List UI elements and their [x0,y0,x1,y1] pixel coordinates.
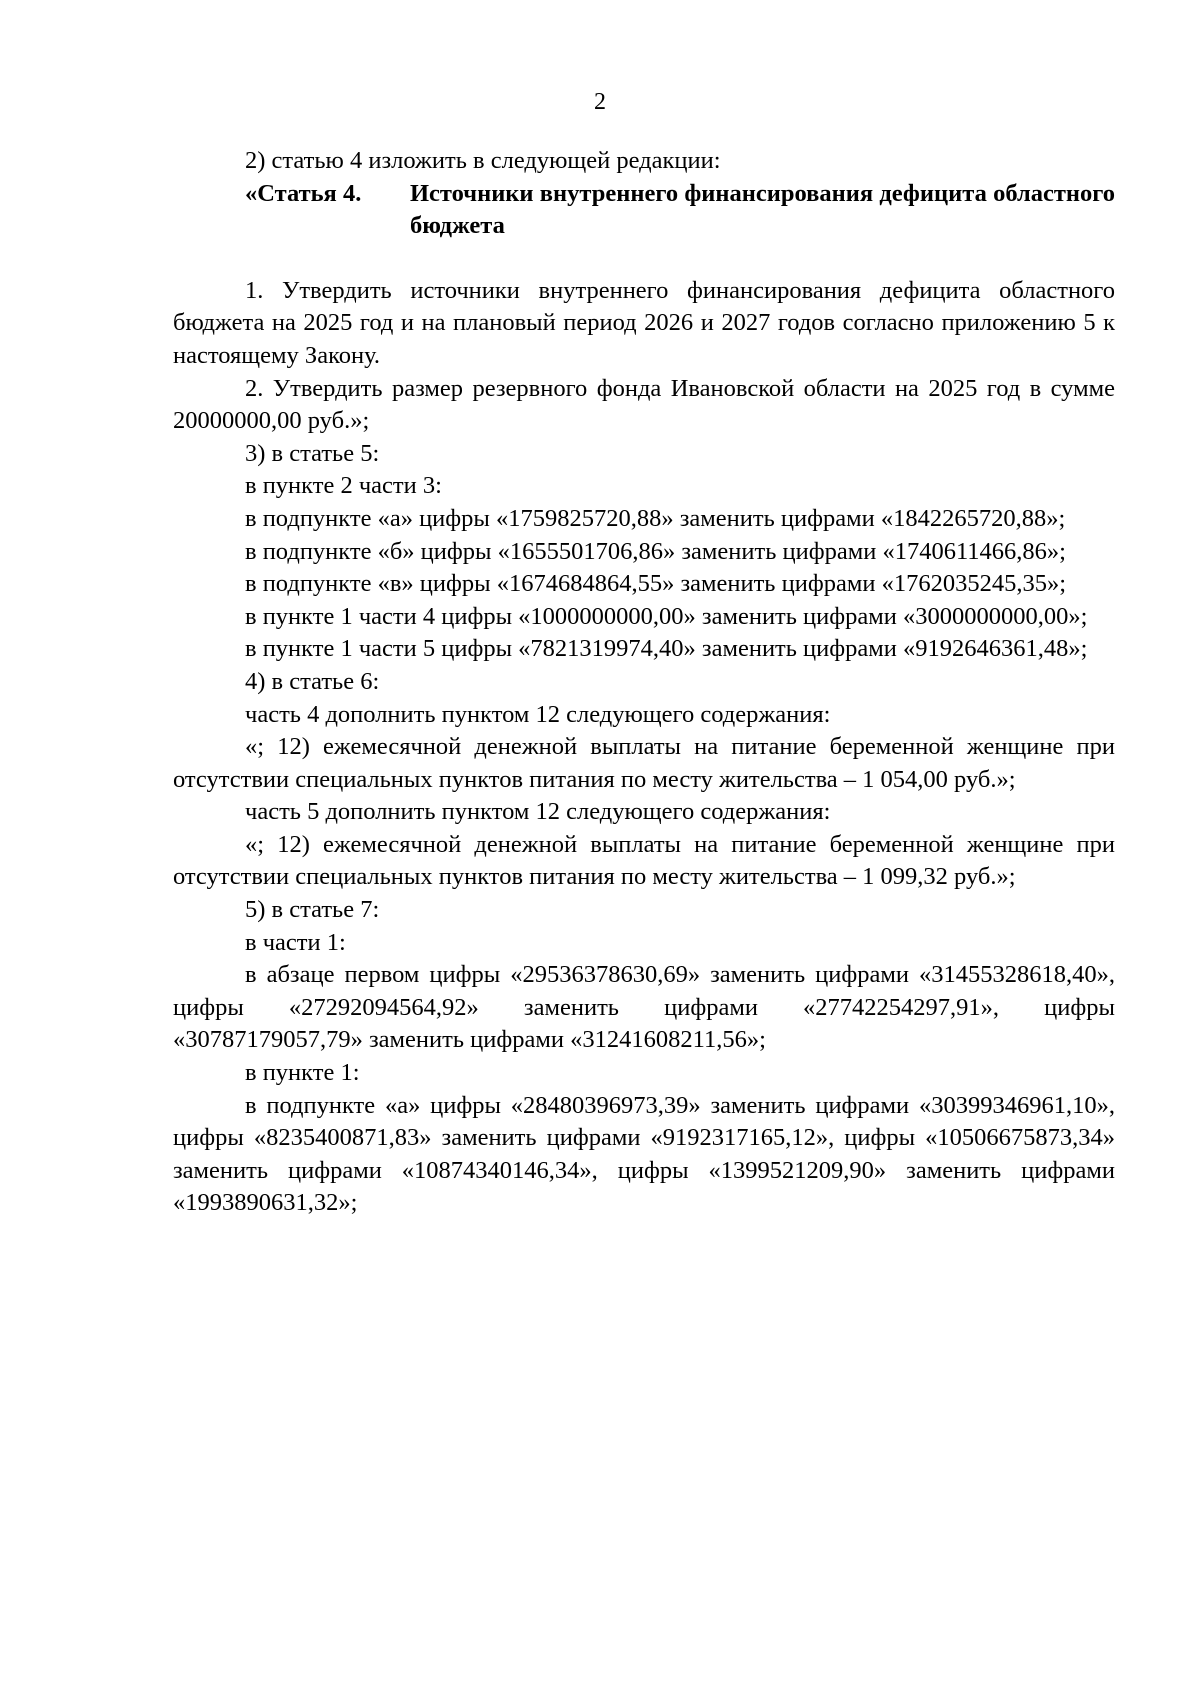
paragraph-article-4-intro: 2) статью 4 изложить в следующей редакции: [245,147,721,174]
paragraph-item-1: в пункте 1: [245,1059,360,1087]
paragraph-sources-approval: 1. Утвердить источники внутреннего финансирования дефицита областного бюджета на 2025 год и на плановый период 2026 и 2027 годов согласно приложению 5 к настоящему Закону. [173,276,1115,369]
paragraph-subitem-a: в подпункте «а» цифры «1759825720,88» заменить цифрами «1842265720,88»; [245,504,1066,532]
paragraph-part-5-supplement: часть 5 дополнить пунктом 12 следующего содержания: [245,798,831,826]
paragraph-article-5-part-3: в пункте 2 части 3: [245,472,442,500]
paragraph-part-4-item-1: в пункте 1 части 4 цифры «1000000000,00» заменить цифрами «3000000000,00»; [245,602,1088,630]
article-4-heading [173,178,1115,243]
paragraph-part-4-item-12: «; 12) ежемесячной денежной выплаты на питание беременной женщине при отсутствии специальных пунктов питания по месту жительства – 1 054,00 руб.»; [173,733,1115,793]
paragraph-first-paragraph-figures: в абзаце первом цифры «29536378630,69» заменить цифрами «31455328618,40», цифры «27292094564,92» заменить цифрами «27742254297,91», цифры «30787179057,79» заменить цифрами «31241608211,56»; [173,961,1115,1054]
paragraph-article-6: 4) в статье 6: [245,667,380,695]
page-number: 2 [594,89,606,115]
paragraph-item-1-subitem-a: в подпункте «а» цифры «28480396973,39» заменить цифрами «30399346961,10», цифры «8235400871,83» заменить цифрами «9192317165,12», цифры «10506675873,34» заменить цифрами «10874340146,34», цифры «1399521209,90» заменить цифрами «1993890631,32»; [173,1091,1115,1217]
paragraph-article-7-part-1: в части 1: [245,928,346,956]
heading-gap [173,243,1115,275]
paragraph-article-5: 3) в статье 5: [245,439,380,467]
paragraph-subitem-v: в подпункте «в» цифры «1674684864,55» заменить цифрами «1762035245,35»; [245,570,1067,598]
paragraph-part-5-item-12: «; 12) ежемесячной денежной выплаты на питание беременной женщине при отсутствии специальных пунктов питания по месту жительства – 1 099,32 руб.»; [173,830,1115,891]
paragraph-reserve-fund: 2. Утвердить размер резервного фонда Ивановской области на 2025 год в сумме 20000000,00 руб.»; [173,374,1115,435]
paragraph-part-4-supplement: часть 4 дополнить пунктом 12 следующего содержания: [245,700,831,728]
paragraph-article-7: 5) в статье 7: [245,896,380,924]
article-4-title: Источники внутреннего финансирования дефицита областного бюджета [410,179,1115,240]
article-4-label: «Статья 4. [245,179,362,207]
paragraph-subitem-b: в подпункте «б» цифры «1655501706,86» заменить цифрами «1740611466,86»; [245,537,1066,565]
paragraph-part-5-item-1: в пункте 1 части 5 цифры «7821319974,40» заменить цифрами «9192646361,48»; [245,635,1088,663]
document-body [173,145,1115,1220]
